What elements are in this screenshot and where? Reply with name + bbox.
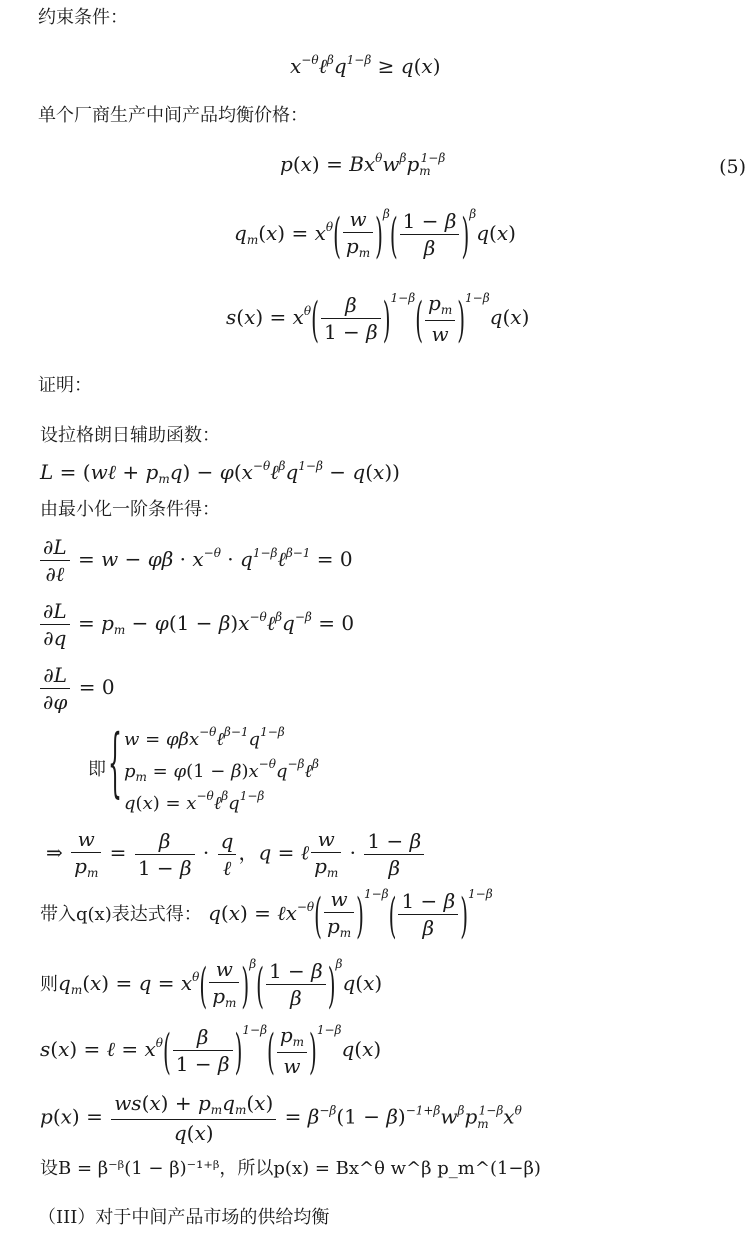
system-line-1: $w = \varphi\beta x^{-\theta}\ell^{\beta-1}q^{1-\beta}$ — [124, 725, 285, 750]
qm-equation: $q_m(x) = x^\theta$( $\frac{w}{p_m}$ )$^\beta$( $\frac{1 - \beta}{\beta}$ )$^\beta$q(x) — [234, 205, 516, 264]
constraint-heading: 约束条件： — [38, 7, 128, 28]
proof-heading: 证明： — [38, 375, 92, 396]
price-equation: $p(x) = Bx^\theta w^\beta p_m^{1-\beta}$ — [280, 151, 446, 178]
namely-label: 即 — [88, 759, 106, 780]
lagrangian-equation: L = (wℓ + $p_mq$) − $\varphi(x^{-\theta}\ell^\beta q^{1-\beta} - q(x))$ — [40, 459, 400, 486]
equilibrium-price-heading: 单个厂商生产中间产品均衡价格： — [38, 105, 308, 126]
lagrange-intro: 设拉格朗日辅助函数： — [40, 425, 220, 446]
system-line-2: $p_m = \varphi(1$ − $\beta)x^{-\theta}q^{-\beta}\ell^\beta$ — [124, 757, 319, 784]
foc-intro: 由最小化一阶条件得： — [40, 499, 220, 520]
implication-equation: ⇒ $\frac{w}{p_m}$ = $\frac{\beta}{1 - \beta}$ · $\frac{q}{\text{ℓ}}$ ，q = ℓ $\frac{w}{p_m}$ · $\frac{1 - \beta}{\beta}$ — [46, 828, 426, 880]
foc-ell: $\frac{\partial L}{\text{∂ℓ}}$ = $w - \varphi\beta \cdot x^{-\theta}$ · $q^{1-\beta}\ell^{\beta-1} = 0$ — [38, 536, 353, 585]
s-ell-line: s(x) = ℓ = $x^\theta$( $\frac{\beta}{1 - \beta}$ )$^{1-\beta}$( $\frac{p_m}{w}$ )$^{1-\beta}$q(x) — [40, 1021, 382, 1080]
set-b-line — [40, 1156, 541, 1179]
section-iii-heading: （III）对于中间产品市场的供给均衡 — [38, 1207, 330, 1228]
constraint-equation: $x^{-\theta}\ell^\beta q^{1-\beta} \ge q(x)$ — [290, 53, 441, 78]
foc-phi: $\frac{\partial L}{\partial\varphi}$ = 0 — [38, 664, 115, 713]
price-derivation: p(x) = $\frac{ws(x) + p_mq_m(x)}{q(x)}$ = $\beta^{-\beta}(1 - \beta)^{-1+\beta}w^\beta p_m^{1-\beta}x^\theta$ — [40, 1091, 522, 1146]
substitute-line: 带入q(x)表达式得： q(x) = ℓx$^{-\theta}$( $\frac{w}{p_m}$ )$^{1-\beta}$( $\frac{1 - \beta}{\beta}$ )$^{1-\beta}$ — [40, 885, 493, 944]
equation-number-5: (5) — [719, 156, 746, 178]
substitute-label: 带入q(x)表达式得： — [40, 904, 202, 925]
then-label: 则 — [40, 974, 58, 995]
system-brace: { — [108, 723, 122, 809]
s-equation: $s(x) = x^\theta$( $\frac{\beta}{1 - \beta}$ )$^{1-\beta}$( $\frac{p_m}{w}$ )$^{1-\beta}$q(x) — [226, 289, 530, 348]
then-qm-line: 则$q_m(x) = q = x^\theta$( $\frac{w}{p_m}$ )$^\beta$( $\frac{1 - \beta}{\beta}$ )$^\beta$q(x) — [40, 955, 383, 1014]
foc-q: $\frac{\partial L}{\partial q}$ = $p_m - \varphi(1$ − $\beta)x^{-\theta}\ell^\beta q^{-\beta} = 0$ — [38, 600, 354, 649]
set-b-text: 设B = β⁻ᵝ(1 − β)⁻¹⁺ᵝ，所以p(x) = Bx^θ w^β p_m^(1−β) — [40, 1158, 541, 1179]
system-line-3: $q(x) = x^{-\theta}\ell^\beta q^{1-\beta}$ — [124, 789, 265, 814]
